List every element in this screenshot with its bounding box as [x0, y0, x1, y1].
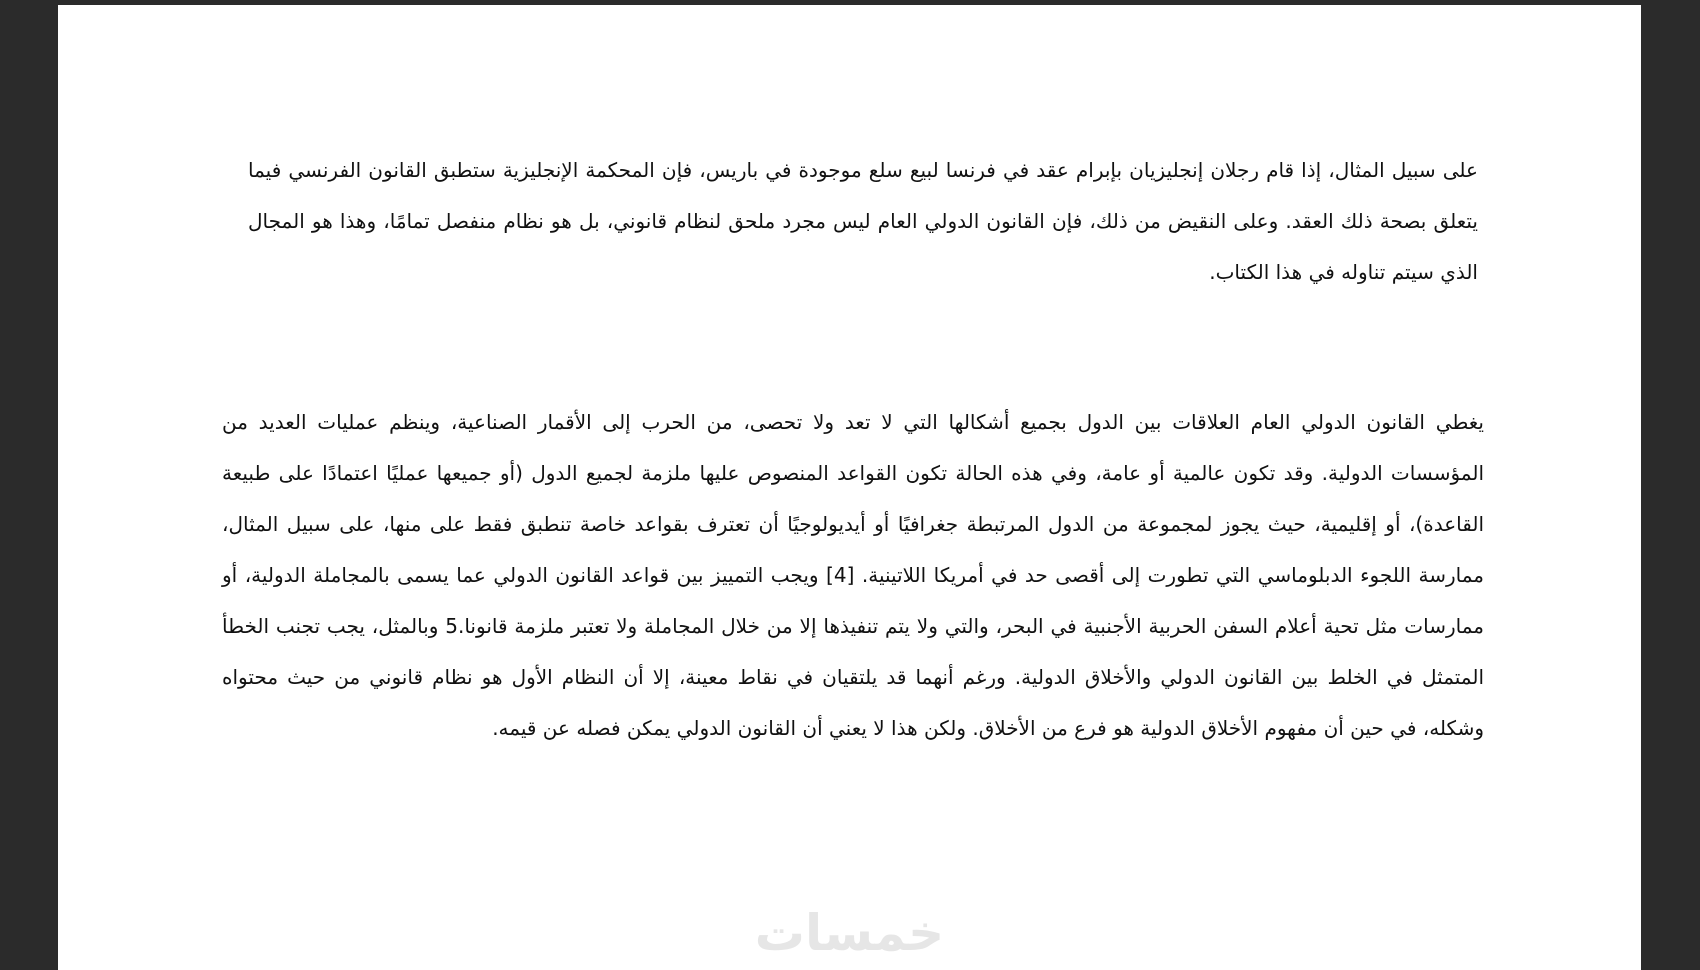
- khamsat-watermark-logo: خمسات: [754, 904, 945, 962]
- document-page: [58, 5, 1641, 970]
- paragraph-2: يغطي القانون الدولي العام العلاقات بين الدول بجميع أشكالها التي لا تعد ولا تحصى، من الحرب إلى الأقمار الصناعية، وينظم عمليات العديد من المؤسسات الدولية. وقد تكون عالمية أو عامة، وفي هذه الحالة تكون القواعد المنصوص عليها ملزمة لجميع الدول (أو جميعها عمليًا اعتمادًا على طبيعة القاعدة)، أو إقليمية، حيث يجوز لمجموعة من الدول المرتبطة جغرافيًا أو أيديولوجيًا أن تعترف بقواعد خاصة تنطبق فقط على منها، على سبيل المثال، ممارسة اللجوء الدبلوماسي التي تطورت إلى أقصى حد في أمريكا اللاتينية. [4] ويجب التمييز بين قواعد القانون الدولي عما يسمى بالمجاملة الدولية، أو ممارسات مثل تحية أعلام السفن الحربية الأجنبية في البحر، والتي ولا يتم تنفيذها إلا من خلال المجاملة ولا تعتبر ملزمة قانونا.5 وبالمثل، يجب تجنب الخطأ المتمثل في الخلط بين القانون الدولي والأخلاق الدولية. ورغم أنهما قد يلتقيان في نقاط معينة، إلا أن النظام الأول هو نظام قانوني من حيث محتواه وشكله، في حين أن مفهوم الأخلاق الدولية هو فرع من الأخلاق. ولكن هذا لا يعني أن القانون الدولي يمكن فصله عن قيمه.: [222, 410, 1484, 740]
- paragraph-1: على سبيل المثال، إذا قام رجلان إنجليزيان بإبرام عقد في فرنسا لبيع سلع موجودة في باريس، فإن المحكمة الإنجليزية ستطبق القانون الفرنسي فيما يتعلق بصحة ذلك العقد. وعلى النقيض من ذلك، فإن القانون الدولي العام ليس مجرد ملحق لنظام قانوني، بل هو نظام منفصل تمامًا، وهذا هو المجال الذي سيتم تناوله في هذا الكتاب.: [248, 158, 1478, 284]
